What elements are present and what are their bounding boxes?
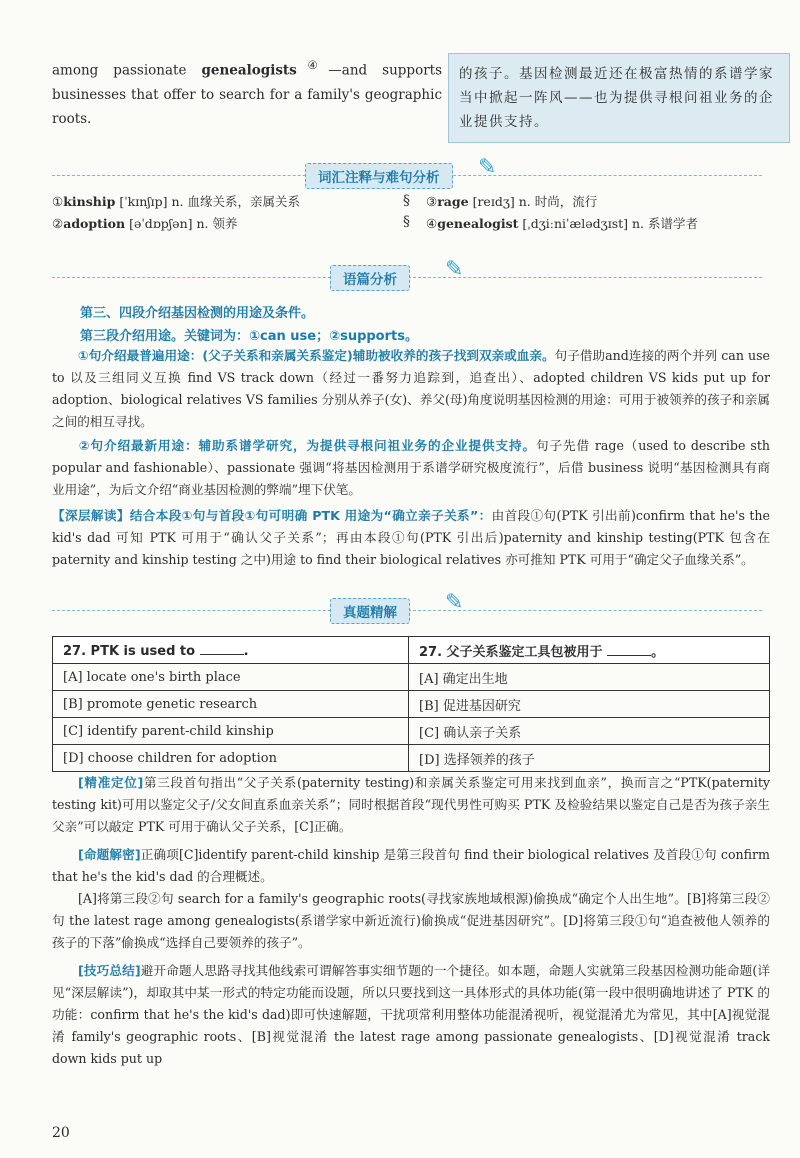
explanation-tips: [技巧总结]避开命题人思路寻找其他线索可谓解答事实细节题的一个捷径。如本题，命题人实就第三段基因检测功能命题(详见“深层解读”)，却取其中某一形式的特定功能而设题，所以只要找到这一具体形式的具体功能(第一段中很明确地讲述了 PTK 的功能：confirm that he's the kid's dad)即可快速解题，干扰项常利用整体功能混淆视听，视觉混淆尤为常见，其中[A]视觉混淆 family's geographic roots、[B]视觉混淆 the latest rage among passionate genealogists、[D]视觉混淆 track down kids put up (52, 963, 770, 1066)
option-row (53, 745, 770, 772)
option-row (53, 664, 770, 691)
option-row (53, 718, 770, 745)
vocab-item-1: ①kinship [ˈkɪnʃɪp] n. 血缘关系，亲属关系 (52, 194, 300, 209)
vocab-item-3: ③rage [reɪdʒ] n. 时尚，流行 (426, 194, 598, 209)
pen-icon: ✎ (445, 590, 464, 615)
pen-icon: ✎ (445, 257, 464, 282)
analysis-section-title: 语篇分析 (330, 265, 410, 291)
option-d-en: [D] choose children for adoption (53, 745, 409, 772)
section-symbol-icon: § (403, 214, 410, 230)
option-a-zh: [A] 确定出生地 (409, 664, 770, 691)
excerpt-footnote-mark: ④ (296, 59, 329, 72)
option-a-en: [A] locate one's birth place (53, 664, 409, 691)
option-c-zh: [C] 确认亲子关系 (409, 718, 770, 745)
excerpt-text-post: —and supports businesses that offer to search for a family's geographic roots. (52, 62, 442, 127)
explanation-location: [精准定位]第三段首句指出“父子关系(paternity testing)和亲属关系鉴定可用来找到血亲”，换而言之“PTK(paternity testing kit)可用以鉴定父子/父女间直系血亲关系”；同时根据首段“现代男性可购买 PTK 及检验结果以鉴定自己是否为孩子亲生父亲”可以敲定 PTK 可用于确认父子关系，[C]正确。 (52, 775, 770, 834)
question-zh: 27. 父子关系鉴定工具包被用于 。 (409, 637, 770, 664)
option-b-en: [B] promote genetic research (53, 691, 409, 718)
vocab-item-4: ④genealogist [ˌdʒiːniˈælədʒɪst] n. 系谱学者 (426, 216, 698, 231)
chinese-translation-box: 的孩子。基因检测最近还在极富热情的系谱学家当中掀起一阵风——也为提供寻根问祖业务的企业提供支持。 (448, 53, 790, 143)
excerpt-text-pre: among passionate (52, 62, 202, 79)
exam-section-title: 真题精解 (330, 598, 410, 624)
option-d-zh: [D] 选择领养的孩子 (409, 745, 770, 772)
question-row (53, 637, 770, 664)
question-table (52, 636, 770, 772)
analysis-keywords: 第三段介绍用途。关键词为：①can use；②supports。 (80, 329, 418, 344)
vocab-section-title: 词汇注释与难句分析 (305, 163, 453, 189)
analysis-paragraph-1: ①句介绍最普遍用途：(父子关系和亲属关系鉴定)辅助被收养的孩子找到双亲或血亲。句子借助and连接的两个并列 can use to 以及三组同义互换 find VS track down（经过一番努力追踪到，追查出）、adopted children VS kids put up for adoption、biological relatives VS families 分别从养子(女)、养父(母)角度说明基因检测的用途：可用于被领养的孩子和亲属之间的相互寻找。 (52, 348, 770, 429)
option-row (53, 691, 770, 718)
vocab-item-2: ②adoption [əˈdɒpʃən] n. 领养 (52, 216, 238, 231)
english-passage-excerpt (52, 54, 442, 131)
explanation-distractors: [A]将第三段②句 search for a family's geographic roots(寻找家族地域根源)偷换成“确定个人出生地”。[B]将第三段②句 the latest rage among genealogists(系谱学家中新近流行)偷换成“促进基因研究”。[D]将第三段①句“追查被他人领养的孩子的下落”偷换成“选择自己要领养的孩子”。 (52, 891, 770, 950)
explanation-decode: [命题解密]正确项[C]identify parent-child kinship 是第三段首句 find their biological relatives 及首段①句 confirm that he's the kid's dad 的合理概述。 (52, 847, 770, 884)
deep-reading-paragraph: 【深层解读】结合本段①句与首段①句可明确 PTK 用途为“确立亲子关系”：由首段①句(PTK 引出前)confirm that he's the kid's dad 可知 PTK 可用于“确认父子关系”；再由本段①句(PTK 引出后)paternity and kinship testing(PTK 包含在 paternity and kinship testing 之中)用途 to find their biological relatives 亦可推知 PTK 可用于“确定父子血缘关系”。 (52, 508, 770, 567)
excerpt-keyword: genealogists (201, 62, 297, 79)
option-c-en: [C] identify parent-child kinship (53, 718, 409, 745)
question-en: 27. PTK is used to . (53, 637, 409, 664)
analysis-overview: 第三、四段介绍基因检测的用途及条件。 (80, 306, 315, 321)
section-symbol-icon: § (403, 193, 410, 209)
analysis-paragraph-2: ②句介绍最新用途：辅助系谱学研究，为提供寻根问祖业务的企业提供支持。句子先借 rage（used to describe sth popular and fashionable）、passionate 强调“将基因检测用于系谱学研究极度流行”，后借 business 说明“基因检测具有商业用途”，为后文介绍“商业基因检测的弊端”埋下伏笔。 (52, 438, 770, 497)
pen-icon: ✎ (478, 155, 497, 180)
page-number: 20 (52, 1125, 70, 1141)
option-b-zh: [B] 促进基因研究 (409, 691, 770, 718)
